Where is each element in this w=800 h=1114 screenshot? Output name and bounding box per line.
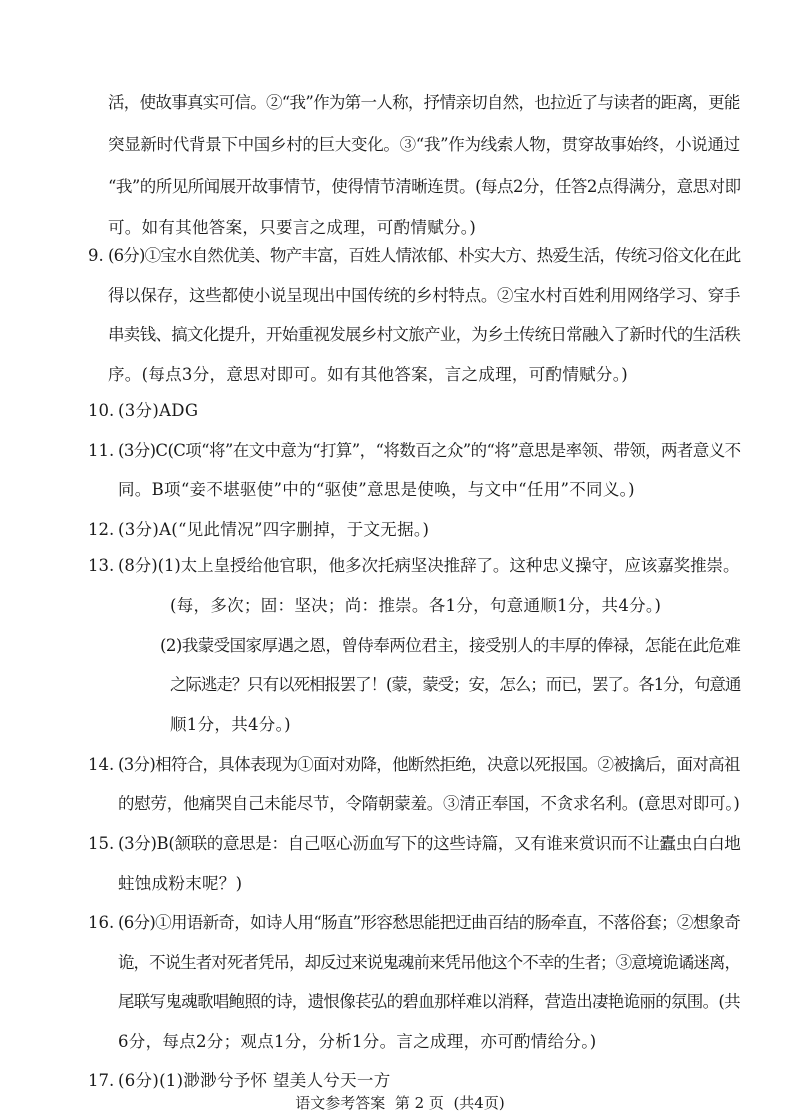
item-16-line-3: 尾联写鬼魂歌唱鲍照的诗，遗恨像苌弘的碧血那样难以消释，营造出凄艳诡丽的氛围。(共 [118, 992, 740, 1011]
item-10-line-1: (3分)ADG [118, 401, 199, 420]
item-number: 10. [88, 401, 115, 420]
item-number: 16. [88, 913, 115, 932]
item-11-line-2: 同。B项“妾不堪驱使”中的“驱使”意思是使唤，与文中“任用”不同义。) [118, 480, 635, 499]
item-13-line-2: (每，多次；固：坚决；尚：推崇。各1分，句意通顺1分，共4分。) [170, 596, 662, 615]
item-16-line-4: 6分，每点2分；观点1分，分析1分。言之成理，亦可酌情给分。) [118, 1032, 597, 1051]
item-9-line-1: (6分)①宝水自然优美、物产丰富，百姓人情浓郁、朴实大方、热爱生活，传统习俗文化在此 [108, 246, 741, 265]
item-16-line-1: (6分)①用语新奇，如诗人用“肠直”形容愁思能把迂曲百结的肠牵直，不落俗套；②想象奇 [118, 913, 741, 932]
item-15-line-2: 蛀蚀成粉末呢？) [118, 874, 243, 893]
item-9-line-3: 串卖钱、搞文化提升，开始重视发展乡村文旅产业，为乡土传统日常融入了新时代的生活秩 [108, 325, 741, 344]
item-9-line-2: 得以保存，这些都使小说呈现出中国传统的乡村特点。②宝水村百姓利用网络学习、穿手 [108, 286, 741, 305]
item-8-line-4: 可。如有其他答案，只要言之成理，可酌情赋分。) [108, 218, 477, 237]
item-15-line-1: (3分)B(颔联的意思是：自己呕心沥血写下的这些诗篇，又有谁来赏识而不让蠹虫白白地 [118, 834, 741, 853]
page-footer: 语文参考答案 第 2 页 (共4页) [295, 1094, 505, 1112]
item-8-line-2: 突显新时代背景下中国乡村的巨大变化。③“我”作为线索人物，贯穿故事始终，小说通过 [108, 135, 740, 154]
item-number: 15. [88, 834, 115, 853]
item-12-line-1: (3分)A(“见此情况”四字删掉，于文无据。) [118, 520, 430, 539]
item-16-line-2: 诡，不说生者对死者凭吊，却反过来说鬼魂前来凭吊他这个不幸的生者；③意境诡谲迷离， [118, 953, 741, 972]
item-8-line-3: “我”的所见所闻展开故事情节，使得情节清晰连贯。(每点2分，任答2点得满分，意思对即 [108, 177, 741, 196]
item-number: 9. [88, 246, 104, 265]
item-13-line-3: (2)我蒙受国家厚遇之恩，曾侍奉两位君主，接受别人的丰厚的俸禄，怎能在此危难 [160, 636, 741, 655]
item-number: 11. [88, 441, 115, 460]
item-number: 13. [88, 556, 115, 575]
item-13-line-4: 之际逃走？只有以死相报罢了！(蒙，蒙受；安，怎么；而已，罢了。各1分，句意通 [170, 675, 741, 694]
item-13-line-1: (8分)(1)太上皇授给他官职，他多次托病坚决推辞了。这种忠义操守，应该嘉奖推崇。 [118, 556, 740, 575]
item-number: 14. [88, 755, 115, 774]
item-14-line-1: (3分)相符合，具体表现为①面对劝降，他断然拒绝，决意以死报国。②被擒后，面对高祖 [118, 755, 740, 774]
item-17-line-1: (6分)(1)渺渺兮予怀 望美人兮天一方 [118, 1071, 391, 1090]
item-13-line-5: 顺1分，共4分。) [170, 715, 291, 734]
item-14-line-2: 的慰劳，他痛哭自己未能尽节，令隋朝蒙羞。③清正奉国，不贪求名利。(意思对即可。) [118, 794, 740, 813]
item-8-line-1: 活，使故事真实可信。②“我”作为第一人称，抒情亲切自然，也拉近了与读者的距离，更能 [108, 93, 740, 112]
item-number: 17. [88, 1071, 115, 1090]
item-number: 12. [88, 520, 115, 539]
item-9-line-4: 序。(每点3分，意思对即可。如有其他答案，言之成理，可酌情赋分。) [108, 365, 629, 384]
item-11-line-1: (3分)C(C项“将”在文中意为“打算”，“将数百之众”的“将”意思是率领、带领，两者意义不 [118, 441, 741, 460]
